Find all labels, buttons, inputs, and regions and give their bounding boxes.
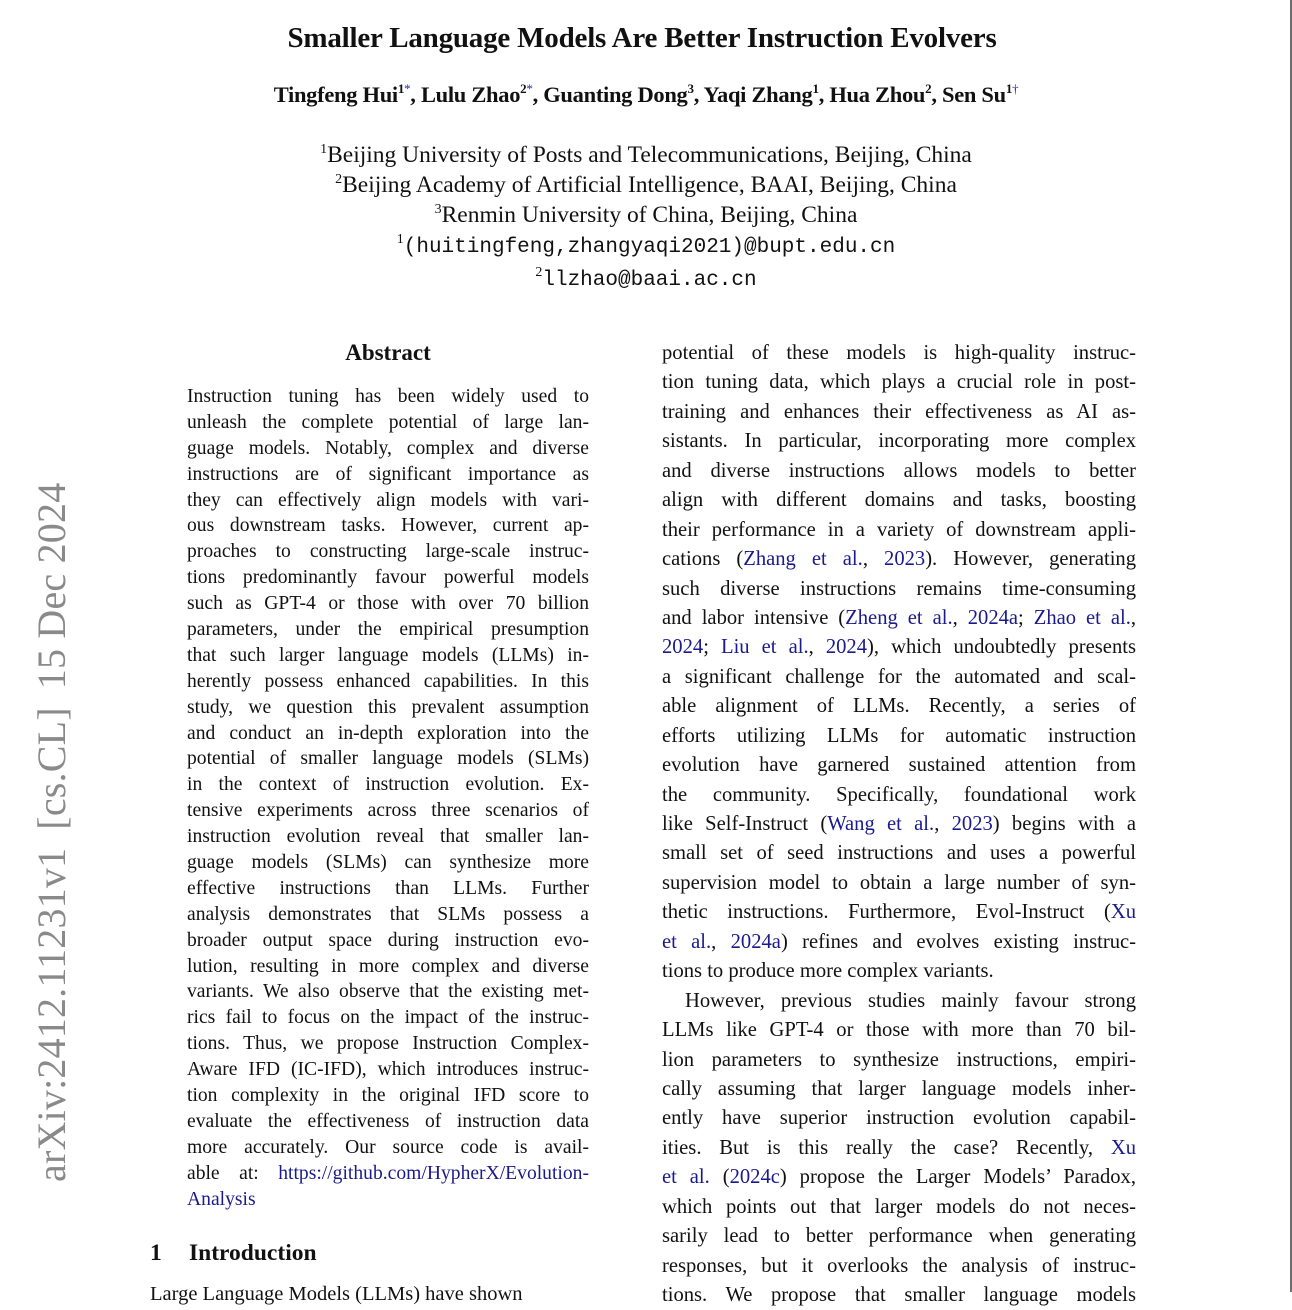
citation-link[interactable]: 2023 — [884, 548, 926, 571]
abstract-line: instruction evolution reveal that smaller lan- — [187, 826, 589, 848]
abstract-line: broader output space during instruction evo- — [187, 929, 589, 951]
arxiv-id: arXiv:2412.11231v1 — [29, 847, 74, 1182]
body-line: tion tuning data, which plays a crucial role in post- — [662, 371, 1136, 394]
body-line: and diverse instructions allows models to better — [662, 459, 1136, 482]
body-line: supervision model to obtain a large number of syn- — [662, 871, 1136, 894]
citation-link[interactable]: 2024c — [729, 1166, 780, 1189]
abstract-line: in the context of instruction evolution. Ex- — [187, 774, 589, 796]
author-affiliation-mark: 1† — [1005, 81, 1019, 96]
body-line: However, previous studies mainly favour strong — [685, 989, 1136, 1012]
citation-link[interactable]: et al. — [662, 1166, 710, 1189]
body-line: sistants. In particular, incorporating more complex — [662, 430, 1136, 453]
section-number: 1 — [150, 1240, 162, 1266]
body-line: able alignment of LLMs. Recently, a series of — [662, 695, 1136, 718]
abstract-line: that such larger language models (LLMs) in- — [187, 644, 589, 666]
introduction-body — [662, 339, 1136, 1310]
citation-link[interactable]: Zhao et al. — [1033, 606, 1131, 629]
author-name: Guanting Dong — [543, 82, 688, 107]
body-line: tions to produce more complex variants. — [662, 960, 994, 983]
corresponding-author-mark[interactable]: † — [1012, 81, 1019, 96]
body-line: the community. Specifically, foundational work — [662, 783, 1136, 806]
abstract-line: tions predominantly favour powerful models — [187, 567, 589, 589]
affiliation-1: $^1$Beijing University of Posts and Telecommunications, Beijing, China — [320, 142, 972, 168]
section-title: Introduction — [189, 1240, 317, 1266]
right-column — [662, 339, 1136, 1310]
abstract-line: more accurately. Our source code is avail- — [187, 1136, 589, 1158]
author-name: Lulu Zhao — [420, 82, 521, 107]
abstract-line — [187, 1187, 589, 1213]
body-line: tions. We propose that smaller language models — [662, 1284, 1136, 1306]
arxiv-stamp — [28, 483, 76, 1182]
body-line: cally assuming that larger language models inher- — [662, 1077, 1136, 1100]
arxiv-category: [cs.CL] — [29, 707, 74, 830]
author-affiliation-mark: 1 — [812, 81, 819, 96]
abstract-line: able at: https://github.com/HypherX/Evolution- — [187, 1162, 589, 1184]
citation-link[interactable]: et al. — [662, 930, 712, 953]
body-line: et al. (2024c) propose the Larger Models’ Paradox, — [662, 1166, 1136, 1189]
body-line: 2024; Liu et al., 2024), which undoubtedly presents — [662, 636, 1136, 659]
author-affiliation-mark: 3 — [687, 81, 694, 96]
citation-link[interactable]: Liu et al. — [720, 636, 809, 659]
abstract-line: tions. Thus, we propose Instruction Complex- — [187, 1033, 589, 1055]
citation-link[interactable]: 2024a — [967, 606, 1019, 629]
body-line: responses, but it overlooks the analysis of instruc- — [662, 1254, 1136, 1277]
abstract-heading: Abstract — [345, 340, 431, 365]
abstract-line: potential of smaller language models (SLMs) — [187, 748, 589, 770]
abstract-line: ous downstream tasks. However, current ap- — [187, 515, 589, 537]
equal-contribution-mark[interactable]: * — [526, 81, 533, 96]
abstract-line: such as GPT-4 or those with over 70 billion — [187, 593, 589, 615]
body-line: such diverse instructions remains time-consuming — [662, 577, 1136, 600]
source-code-link-continued[interactable]: Analysis — [187, 1188, 256, 1210]
body-line: their performance in a variety of downstream appli- — [662, 518, 1136, 541]
body-line: thetic instructions. Furthermore, Evol-Instruct (Xu — [662, 901, 1136, 924]
abstract-line: evaluate the effectiveness of instruction data — [187, 1110, 589, 1132]
abstract-line: proaches to constructing large-scale instruc- — [187, 541, 589, 563]
author-affiliation-mark: 2* — [520, 81, 533, 96]
abstract-line: study, we question this prevalent assumption — [187, 696, 589, 718]
author-name: Tingfeng Hui — [273, 82, 398, 107]
arxiv-date: 15 Dec 2024 — [29, 482, 74, 690]
paper-title: Smaller Language Models Are Better Instruction Evolvers — [287, 22, 997, 54]
body-line: ities. But is this really the case? Recently, Xu — [662, 1136, 1136, 1159]
body-line: small set of seed instructions and uses a powerful — [662, 842, 1136, 865]
body-line: LLMs like GPT-4 or those with more than 70 bil- — [662, 1019, 1136, 1042]
body-line: ently have superior instruction evolution capabil- — [662, 1107, 1136, 1130]
abstract-line: guage models. Notably, complex and diverse — [187, 437, 589, 459]
abstract-line: Aware IFD (IC-IFD), which introduces instruc- — [187, 1059, 589, 1081]
author-name: Sen Su — [941, 82, 1006, 107]
abstract-line: and conduct an in-depth exploration into the — [187, 722, 589, 744]
affiliation-2: $^2$Beijing Academy of Artificial Intelligence, BAAI, Beijing, China — [335, 172, 957, 198]
body-line: sarily lead to better performance when generating — [662, 1225, 1136, 1248]
abstract-line: herently possess enhanced capabilities. In this — [187, 670, 589, 692]
affiliation-3: $^3$Renmin University of China, Beijing, China — [434, 202, 858, 228]
abstract-line: tion complexity in the original IFD score to — [187, 1085, 589, 1107]
body-line: and labor intensive (Zheng et al., 2024a; Zhao et al., — [662, 606, 1137, 629]
body-line: align with different domains and tasks, boosting — [662, 489, 1136, 512]
abstract-line: lution, resulting in more complex and diverse — [187, 955, 589, 977]
body-line: training and enhances their effectiveness as AI as- — [662, 400, 1136, 423]
abstract-line: instructions are of significant importance as — [187, 463, 589, 485]
body-line: et al., 2024a) refines and evolves existing instruc- — [662, 930, 1137, 953]
body-line: efforts utilizing LLMs for automatic instruction — [662, 724, 1136, 747]
equal-contribution-mark[interactable]: * — [404, 81, 411, 96]
abstract-line: guage models (SLMs) can synthesize more — [187, 852, 589, 874]
body-line: which points out that larger models do not neces- — [662, 1195, 1136, 1218]
abstract-line: unleash the complete potential of large lan- — [187, 411, 589, 433]
abstract-line: rics fail to focus on the impact of the instruc- — [187, 1007, 589, 1029]
author-affiliation-mark: 1* — [397, 81, 411, 96]
abstract-line: analysis demonstrates that SLMs possess a — [187, 903, 589, 925]
citation-link[interactable]: 2024 — [662, 636, 704, 659]
author-affiliation-mark: 2 — [925, 81, 932, 96]
email-2: $^2$llzhao@baai.ac.cn — [535, 265, 757, 292]
abstract-line: tensive experiments across three scenarios of — [187, 800, 589, 822]
citation-link[interactable]: Zheng et al. — [845, 606, 953, 629]
author-name: Yaqi Zhang — [703, 82, 813, 107]
affiliations — [0, 140, 1292, 296]
citation-link[interactable]: Xu — [1110, 901, 1136, 924]
body-line: a significant challenge for the automated and scal- — [662, 665, 1136, 688]
source-code-link[interactable]: https://github.com/HypherX/Evolution- — [278, 1162, 589, 1184]
intro-first-line-cutoff: Large Language Models (LLMs) have shown — [150, 1283, 523, 1305]
abstract-line: variants. We also observe that the existing met- — [187, 981, 589, 1003]
abstract-body — [187, 384, 589, 1213]
abstract-line: parameters, under the empirical presumption — [187, 619, 589, 641]
citation-link[interactable]: Zhang et al. — [743, 548, 863, 571]
abstract-line: Instruction tuning has been widely used to — [187, 386, 589, 407]
section-heading-introduction — [150, 1236, 317, 1270]
body-line: like Self-Instruct (Wang et al., 2023) begins with a — [662, 813, 1136, 835]
citation-link[interactable]: 2023 — [951, 813, 993, 835]
body-line: evolution have garnered sustained attention from — [662, 754, 1136, 777]
body-line: potential of these models is high-quality instruc- — [662, 342, 1136, 364]
body-line: lion parameters to synthesize instructions, empiri- — [662, 1048, 1136, 1071]
email-1: $^1$(huitingfeng,zhangyaqi2021)@bupt.edu.cn — [396, 232, 896, 259]
author-name: Hua Zhou — [829, 82, 926, 107]
left-column — [187, 336, 589, 1213]
abstract-line: effective instructions than LLMs. Further — [187, 877, 589, 899]
citation-link[interactable]: 2024a — [730, 930, 781, 953]
citation-link[interactable]: 2024 — [825, 636, 867, 659]
author-list: Tingfeng Hui$^{1*}$, Lulu Zhao$^{2*}$, Guanting Dong$^3$, Yaqi Zhang$^1$, Hua Zhou$^2$, Sen $Su^{1\dagger}$ — [273, 81, 1019, 107]
body-line: cations (Zhang et al., 2023). However, generating — [662, 548, 1137, 571]
citation-link[interactable]: Xu — [1110, 1136, 1136, 1159]
citation-link[interactable]: Wang et al. — [827, 813, 935, 835]
abstract-line: they can effectively align models with vari- — [187, 489, 589, 511]
